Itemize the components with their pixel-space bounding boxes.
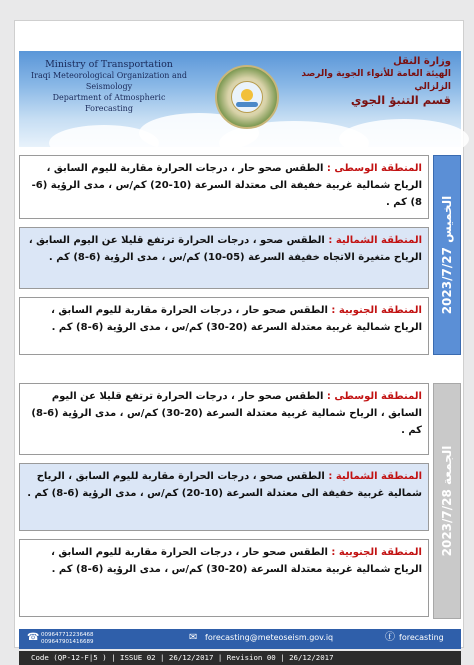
department-name-en: Department of Atmospheric Forecasting: [52, 93, 166, 113]
header-english: [29, 59, 189, 114]
forecast-north-day2: المنطقة الشمالية : الطقس صحو ، درجات الحرارة مقاربة لليوم السابق ، الرياح شمالية غربية خفيفة الى معتدلة السرعة (10-20) كم/س ، مدى الرؤية (6-8) كم .: [19, 463, 429, 531]
organization-name-ar: الهيئة العامة للأنواء الجوية والرصد الزلزالي: [301, 69, 451, 92]
document-page: [14, 20, 464, 662]
forecast-text: الطقس صحو ، درجات الحرارة مقاربة لليوم السابق ، الرياح شمالية غربية خفيفة الى معتدلة السرعة (10-20) كم/س ، مدى الرؤية (6-8) كم .: [27, 471, 422, 499]
facebook-link[interactable]: forecasting: [399, 633, 444, 642]
region-label: المنطقة الجنوبية: [338, 305, 422, 316]
organization-logo: [215, 65, 279, 129]
forecast-central-day1: المنطقة الوسطى : الطقس صحو حار ، درجات الحرارة مقاربة لليوم السابق ، الرياح شمالية غربية خفيفة الى معتدلة السرعة (10-20) كم/س ، مدى الرؤية (6-8) كم .: [19, 155, 429, 219]
facebook-icon: ⓕ: [385, 632, 395, 643]
forecast-south-day2: المنطقة الجنوبية : الطقس صحو حار ، درجات الحرارة مقاربة لليوم السابق ، الرياح شمالية غربية معتدلة السرعة (20-30) كم/س ، مدى الرؤية (6-8) كم .: [19, 539, 429, 617]
forecast-day-2: [19, 383, 461, 619]
day-1-date-strip: [433, 155, 461, 355]
forecast-text: الطقس صحو حار ، درجات الحرارة ترتفع قليلا عن اليوم السابق ، الرياح شمالية غربية معتدلة السرعة (20-30) كم/س ، مدى الرؤية (6-8) كم .: [31, 391, 422, 436]
phone-number-2: 009647901416689: [41, 639, 94, 645]
phone-icon: ☎: [27, 632, 40, 643]
region-label: المنطقة الوسطى: [334, 163, 422, 174]
region-label: المنطقة الشمالية: [335, 235, 422, 246]
email-link[interactable]: forecasting@meteoseism.gov.iq: [205, 633, 334, 642]
wave-icon: [236, 102, 258, 107]
forecast-north-day1: المنطقة الشمالية : الطقس صحو ، درجات الحرارة ترتفع قليلا عن اليوم السابق ، الرياح متغيرة الاتجاه خفيفة السرعة (05-10) كم/س ، مدى الرؤية (6-8) كم .: [19, 227, 429, 289]
email-icon: ✉: [189, 632, 198, 643]
ministry-name-ar: وزارة النقل: [393, 56, 451, 67]
forecast-text: الطقس صحو ، درجات الحرارة ترتفع قليلا عن اليوم السابق ، الرياح متغيرة الاتجاه خفيفة السرعة (05-10) كم/س ، مدى الرؤية (6-8) كم .: [28, 235, 422, 263]
forecast-text: الطقس صحو حار ، درجات الحرارة مقاربة لليوم السابق ، الرياح شمالية غربية معتدلة السرعة (20-30) كم/س ، مدى الرؤية (6-8) كم .: [51, 305, 422, 333]
day-2-date: الجمعة 2023/7/28: [440, 445, 454, 557]
department-name-ar: قسم التنبؤ الجوي: [350, 93, 451, 107]
region-label: المنطقة الجنوبية: [338, 547, 422, 558]
day-2-date-strip: [433, 383, 461, 619]
forecast-text: الطقس صحو حار ، درجات الحرارة مقاربة لليوم السابق ، الرياح شمالية غربية معتدلة السرعة (20-30) كم/س ، مدى الرؤية (6-8) كم .: [51, 547, 422, 575]
day-1-date: الخميس 2023/7/27: [440, 195, 454, 315]
organization-name-en: Iraqi Meteorological Organization and Seismology: [30, 71, 187, 91]
forecast-day-1: [19, 155, 461, 355]
phone-number-1: 009647712236468: [41, 632, 94, 638]
phone-numbers: [41, 632, 94, 646]
contact-footer: [19, 629, 461, 649]
forecast-central-day2: المنطقة الوسطى : الطقس صحو حار ، درجات الحرارة ترتفع قليلا عن اليوم السابق ، الرياح شمالية غربية معتدلة السرعة (20-30) كم/س ، مدى الرؤية (6-8) كم .: [19, 383, 429, 455]
forecast-text: الطقس صحو حار ، درجات الحرارة مقاربة لليوم السابق ، الرياح شمالية غربية خفيفة الى معتدلة السرعة (10-20) كم/س ، مدى الرؤية (6-8) كم .: [31, 163, 422, 208]
header-banner: [19, 51, 461, 147]
ministry-name-en: Ministry of Transportation: [45, 59, 173, 70]
sun-icon: [241, 89, 253, 101]
region-label: المنطقة الوسطى: [334, 391, 422, 402]
region-label: المنطقة الشمالية: [335, 471, 422, 482]
forecast-south-day1: المنطقة الجنوبية : الطقس صحو حار ، درجات الحرارة مقاربة لليوم السابق ، الرياح شمالية غربية معتدلة السرعة (20-30) كم/س ، مدى الرؤية (6-8) كم .: [19, 297, 429, 355]
document-code-bar: Code (QP-12-F|5 ) | ISSUE 02 | 26/12/2017 | Revision 00 | 26/12/2017: [19, 651, 461, 665]
header-arabic: [301, 55, 451, 107]
